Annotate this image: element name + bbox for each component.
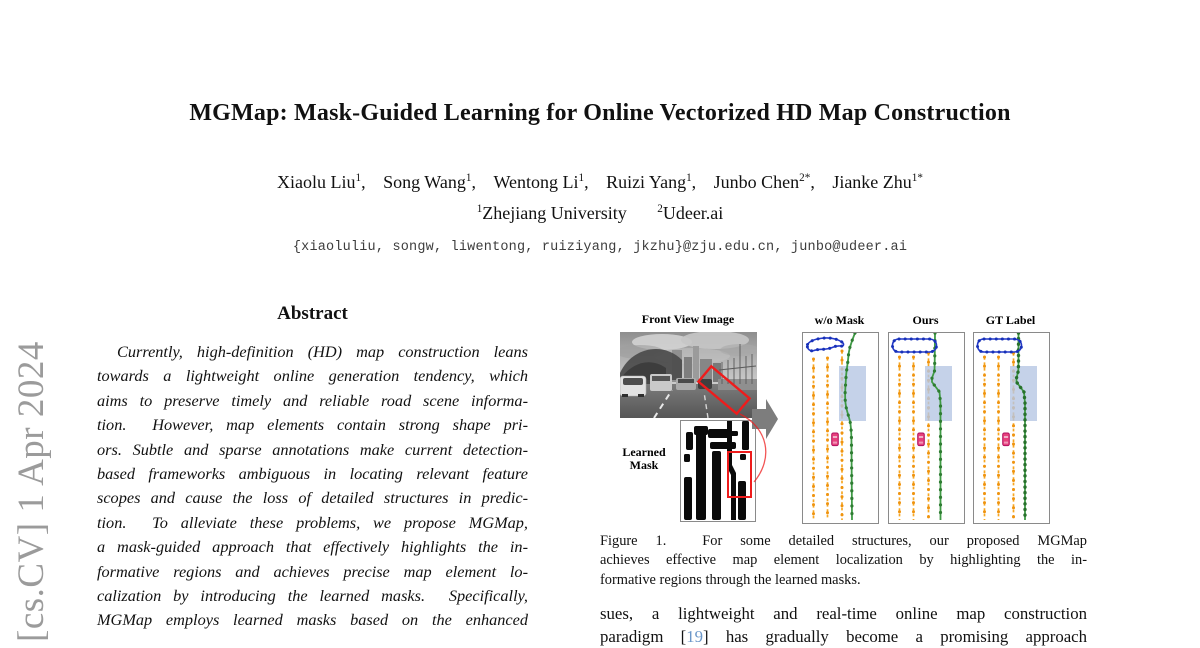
email-line: {xiaoluliu, songw, liwentong, ruiziyang, jkzhu}@zju.edu.cn, junbo@udeer.ai — [292, 240, 908, 255]
author-line — [0, 172, 1200, 193]
front-view-image-label: Front View Image — [641, 312, 735, 326]
right-column — [600, 300, 1088, 646]
panel-label-wo-mask: w/o Mask — [814, 313, 865, 327]
affiliation: $^1$Zhejiang University — [476, 203, 627, 223]
abstract-line: based frameworks ambiguous in locating relevant feature — [97, 464, 528, 484]
figure-1 — [600, 300, 1087, 525]
author: Junbo Chen$^{2*}$, — [713, 172, 815, 192]
abstract-line: towards a lightweight online generation tendency, which — [97, 366, 528, 386]
learned-mask-image — [680, 420, 756, 522]
ego-vehicle-icon — [1003, 433, 1010, 446]
figure-caption — [600, 532, 1087, 590]
bev-panel-ours — [888, 332, 965, 524]
abstract-line: Currently, high-definition (HD) map construction leans — [117, 342, 528, 361]
panel-label-gt: GT Label — [985, 313, 1036, 327]
abstract-line: formative regions and achieves precise map element lo- — [97, 561, 528, 581]
bev-panel-gt-label — [973, 332, 1050, 524]
paper-title: MGMap: Mask-Guided Learning for Online Vectorized HD Map Construction — [189, 100, 1011, 126]
author: Xiaolu Liu$^1$, — [277, 172, 366, 192]
ego-vehicle-icon — [832, 433, 839, 446]
abstract-line: aims to preserve timely and reliable road scene informa- — [97, 390, 528, 410]
front-view-image — [620, 332, 757, 418]
abstract-line: MGMap employs learned masks based on the enhanced — [97, 610, 528, 630]
author: Ruizi Yang$^1$, — [606, 172, 697, 192]
left-column — [97, 303, 528, 633]
flow-arrow-icon — [752, 396, 778, 442]
author: Song Wang$^1$, — [383, 172, 476, 192]
abstract-heading: Abstract — [277, 303, 348, 324]
ego-vehicle-icon — [918, 433, 925, 446]
author: Jianke Zhu$^{1*}$ — [832, 172, 923, 192]
abstract-line: ors. Subtle and sparse annotations make current detection- — [97, 439, 528, 459]
caption-line: Figure 1. For some detailed structures, our proposed MGMap — [600, 533, 1087, 549]
highlight-region — [839, 366, 866, 421]
arxiv-stamp: [cs.CV] 1 Apr 2024 — [11, 341, 52, 642]
abstract-line: scopes and cause the loss of detailed structures in predic- — [97, 488, 528, 508]
author: Wentong Li$^1$, — [493, 172, 589, 192]
caption-line: achieves effective map element localization by highlighting the in- — [600, 552, 1087, 569]
abstract-paragraph — [97, 340, 528, 633]
abstract-line: a mask-guided approach that effectively highlights the in- — [97, 537, 528, 557]
abstract-line: calization by introducing the learned masks. Specifically, — [97, 586, 528, 606]
bev-panel-wo-mask — [802, 332, 879, 524]
citation-link-19[interactable]: 19 — [686, 626, 703, 646]
body-line: paradigm [19] has gradually become a promising approach — [600, 626, 1088, 646]
abstract-line: tion. To alleviate these problems, we propose MGMap, — [97, 512, 528, 532]
affiliation: $^2$Udeer.ai — [657, 203, 724, 223]
panel-label-ours: Ours — [912, 313, 939, 327]
gray-car — [676, 378, 696, 390]
abstract-line: tion. However, map elements contain strong shape pri- — [97, 415, 528, 435]
highlight-region — [925, 366, 952, 421]
white-suv — [620, 376, 646, 397]
street-scene-graphic — [620, 332, 757, 418]
caption-line: formative regions through the learned masks. — [600, 571, 861, 588]
learned-mask-label: Learned Mask — [622, 445, 666, 472]
mask-graphic — [681, 421, 754, 520]
silver-van — [650, 374, 672, 391]
body-line: sues, a lightweight and real-time online map construction — [600, 604, 1087, 623]
body-text — [600, 603, 1087, 648]
affiliation-line — [0, 203, 1200, 224]
